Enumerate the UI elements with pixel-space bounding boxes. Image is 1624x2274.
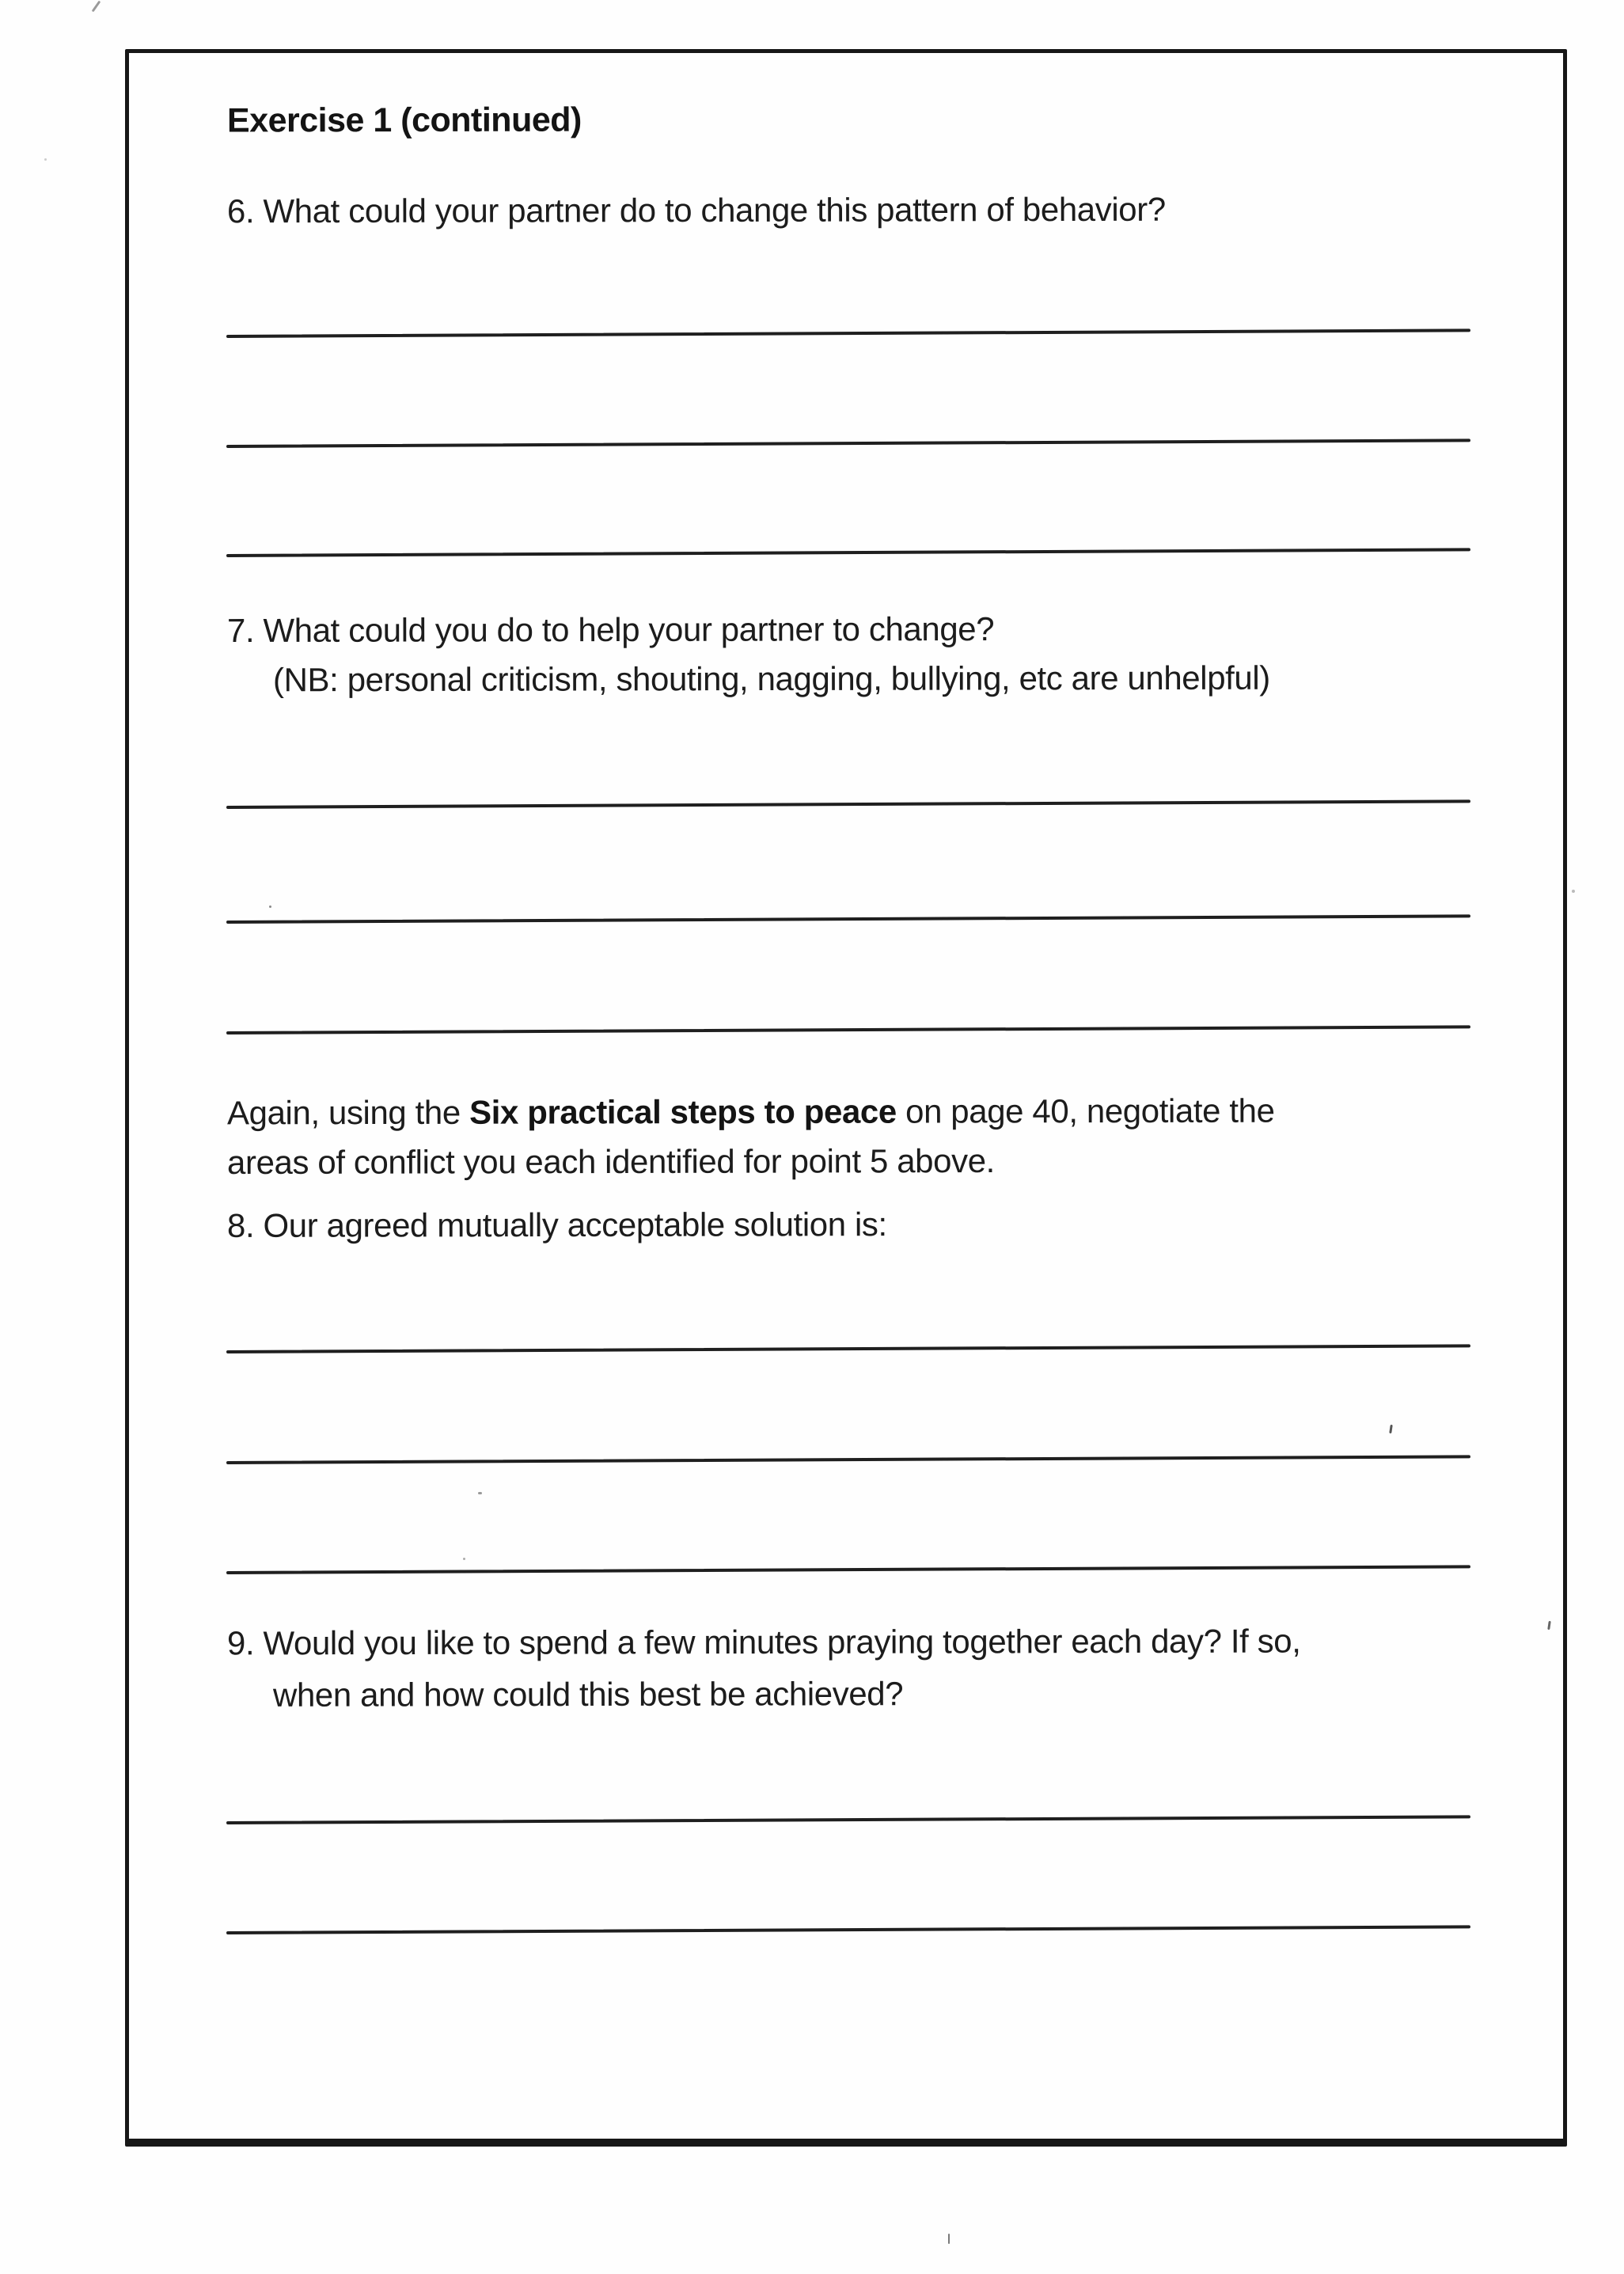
scan-artifact xyxy=(948,2234,950,2244)
scan-artifact xyxy=(44,158,47,161)
question-6-text: 6. What could your partner do to change this pattern of behavior? xyxy=(226,190,1166,230)
question-9-text-line-1: 9. Would you like to spend a few minutes praying together each day? If so, xyxy=(226,1622,1301,1662)
instruction-suffix: on page 40, negotiate the xyxy=(896,1091,1275,1130)
instruction-text-line-2: areas of conflict you each identified for point 5 above. xyxy=(226,1141,995,1182)
scan-artifact xyxy=(478,1492,482,1494)
page-title: Exercise 1 (continued) xyxy=(226,101,582,140)
six-steps-bold-reference: Six practical steps to peace xyxy=(469,1092,897,1131)
question-9-text-line-2: when and how could this best be achieved? xyxy=(272,1675,904,1714)
question-7-note: (NB: personal criticism, shouting, nagging, bullying, etc are unhelpful) xyxy=(272,659,1270,699)
scan-artifact xyxy=(269,905,271,908)
scan-artifact xyxy=(463,1558,465,1560)
scan-artifact xyxy=(1572,890,1575,893)
instruction-text-line-1 xyxy=(226,1091,1275,1132)
question-7-text: 7. What could you do to help your partner to change? xyxy=(226,609,995,650)
question-8-text: 8. Our agreed mutually acceptable solution is: xyxy=(226,1205,887,1244)
instruction-prefix: Again, using the xyxy=(226,1093,470,1132)
scan-artifact xyxy=(92,1,101,13)
